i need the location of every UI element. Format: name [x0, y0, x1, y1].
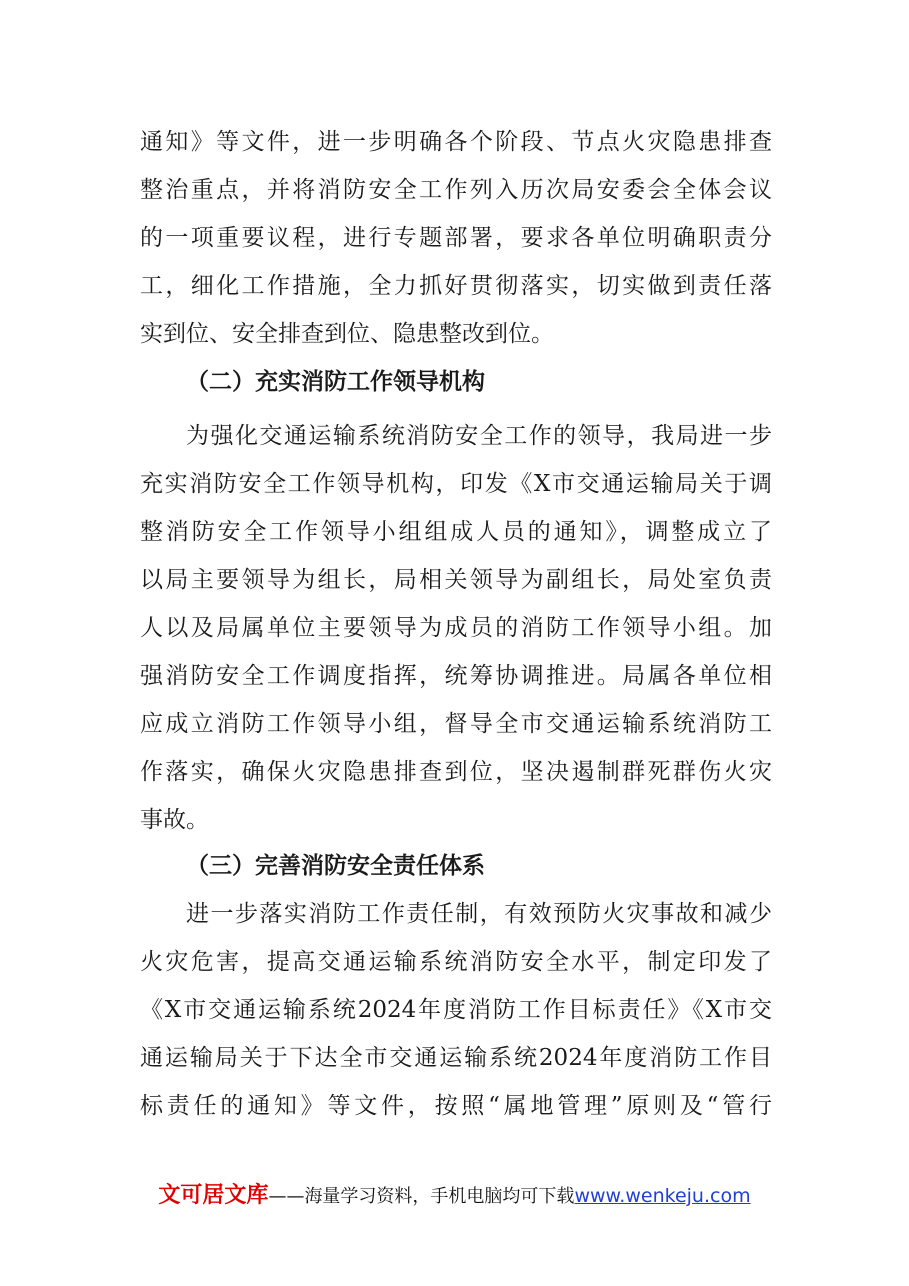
- section-heading: （三）完善消防安全责任体系: [186, 853, 485, 879]
- paragraph-line: 整治重点，并将消防安全工作列入历次局安委会全体会议: [140, 177, 772, 203]
- paragraph-line: 以局主要领导为组长，局相关领导为副组长，局处室负责: [140, 567, 772, 593]
- paragraph-line: 火灾危害，提高交通运输系统消防安全水平，制定印发了: [140, 949, 772, 975]
- paragraph-line: 通知》等文件，进一步明确各个阶段、节点火灾隐患排查: [140, 129, 772, 155]
- paragraph-line: 整消防安全工作领导小组组成人员的通知》，调整成立了: [140, 519, 772, 545]
- paragraph-line: 为强化交通运输系统消防安全工作的领导，我局进一步: [186, 423, 772, 449]
- paragraph-line: 人以及局属单位主要领导为成员的消防工作领导小组。加: [140, 615, 772, 641]
- paragraph-line: 的一项重要议程，进行专题部署，要求各单位明确职责分: [140, 225, 772, 251]
- footer-website-link[interactable]: www.wenkeju.com: [574, 1185, 751, 1207]
- paragraph-line: 标责任的通知》等文件，按照“属地管理”原则及“管行: [140, 1093, 772, 1119]
- paragraph-line: 事故。: [140, 807, 209, 833]
- paragraph-line: 强消防安全工作调度指挥，统筹协调推进。局属各单位相: [140, 663, 772, 689]
- paragraph-line: 《X市交通运输系统2024年度消防工作目标责任》《X市交: [140, 997, 772, 1023]
- section-heading: （二）充实消防工作领导机构: [186, 369, 485, 395]
- paragraph-line: 工，细化工作措施，全力抓好贯彻落实，切实做到责任落: [140, 273, 772, 299]
- paragraph-line: 通运输局关于下达全市交通运输系统2024年度消防工作目: [140, 1045, 772, 1071]
- footer-brand: 文可居文库: [158, 1183, 269, 1208]
- paragraph-line: 充实消防安全工作领导机构，印发《X市交通运输局关于调: [140, 471, 772, 497]
- paragraph-line: 应成立消防工作领导小组，督导全市交通运输系统消防工: [140, 711, 772, 737]
- paragraph-line: 进一步落实消防工作责任制，有效预防火灾事故和减少: [186, 901, 772, 927]
- paragraph-line: 实到位、安全排查到位、隐患整改到位。: [140, 321, 554, 347]
- footer-slogan: ——海量学习资料，手机电脑均可下载: [268, 1186, 575, 1207]
- paragraph-line: 作落实，确保火灾隐患排查到位，坚决遏制群死群伤火灾: [140, 759, 772, 785]
- page-footer: [0, 1178, 909, 1214]
